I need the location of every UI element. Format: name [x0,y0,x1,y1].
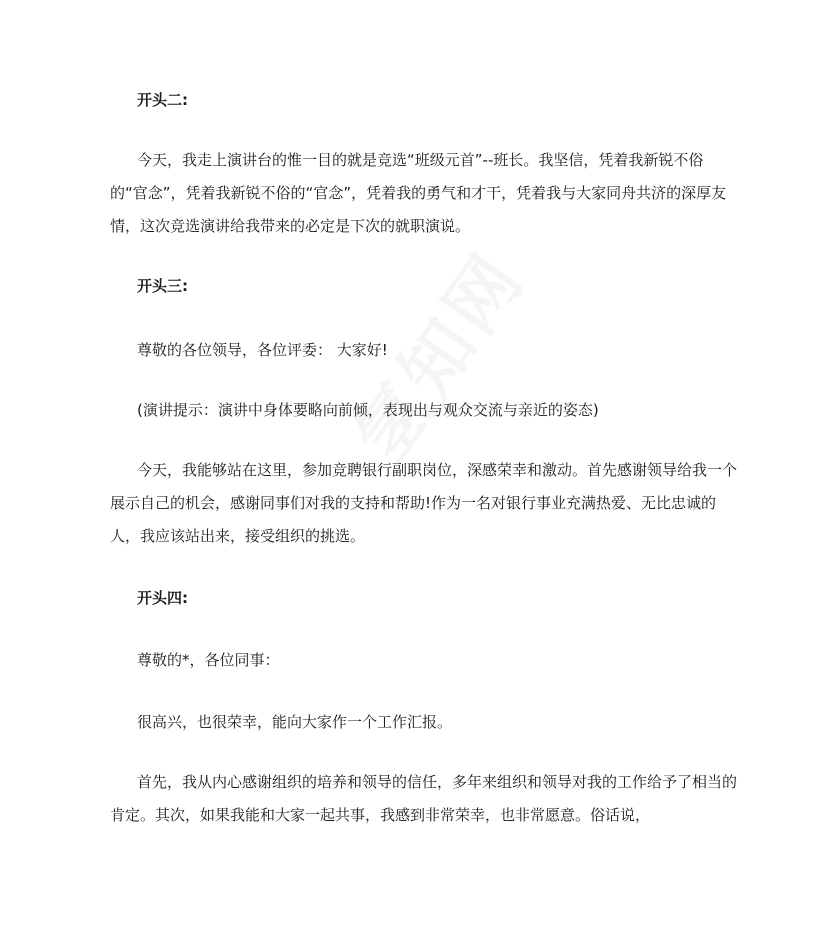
line-opening-4: 很高兴，也很荣幸，能向大家作一个工作汇报。 [137,713,453,731]
heading-opening-4: 开头四: [137,589,188,607]
greeting-opening-4: 尊敬的*，各位同事： [137,651,280,669]
heading-opening-2: 开头二: [137,91,188,109]
speech-tip: (演讲提示：演讲中身体要略向前倾，表现出与观众交流与亲近的姿态) [137,401,599,419]
heading-opening-3: 开头三: [137,277,188,295]
paragraph-opening-3: 今天，我能够站在这里，参加竞聘银行副职岗位，深感荣幸和激动。首先感谢领导给我一个展示自己的机会，感谢同事们对我的支持和帮助!作为一名对银行事业充满热爱、无比忠诚的人，我应该站出来，接受组织的挑选。 [110,461,738,545]
paragraph-opening-4: 首先，我从内心感谢组织的培养和领导的信任，多年来组织和领导对我的工作给予了相当的肯定。其次，如果我能和大家一起共事，我感到非常荣幸，也非常愿意。俗话说， [110,773,738,824]
greeting-opening-3: 尊敬的各位领导，各位评委： 大家好! [137,341,388,359]
paragraph-opening-2: 今天，我走上演讲台的惟一目的就是竞选“班级元首”--班长。我坚信，凭着我新锐不俗的“官念”，凭着我新锐不俗的“官念”，凭着我的勇气和才干，凭着我与大家同舟共济的深厚友情，这次竞选演讲给我带来的必定是下次的就职演说。 [110,151,727,235]
